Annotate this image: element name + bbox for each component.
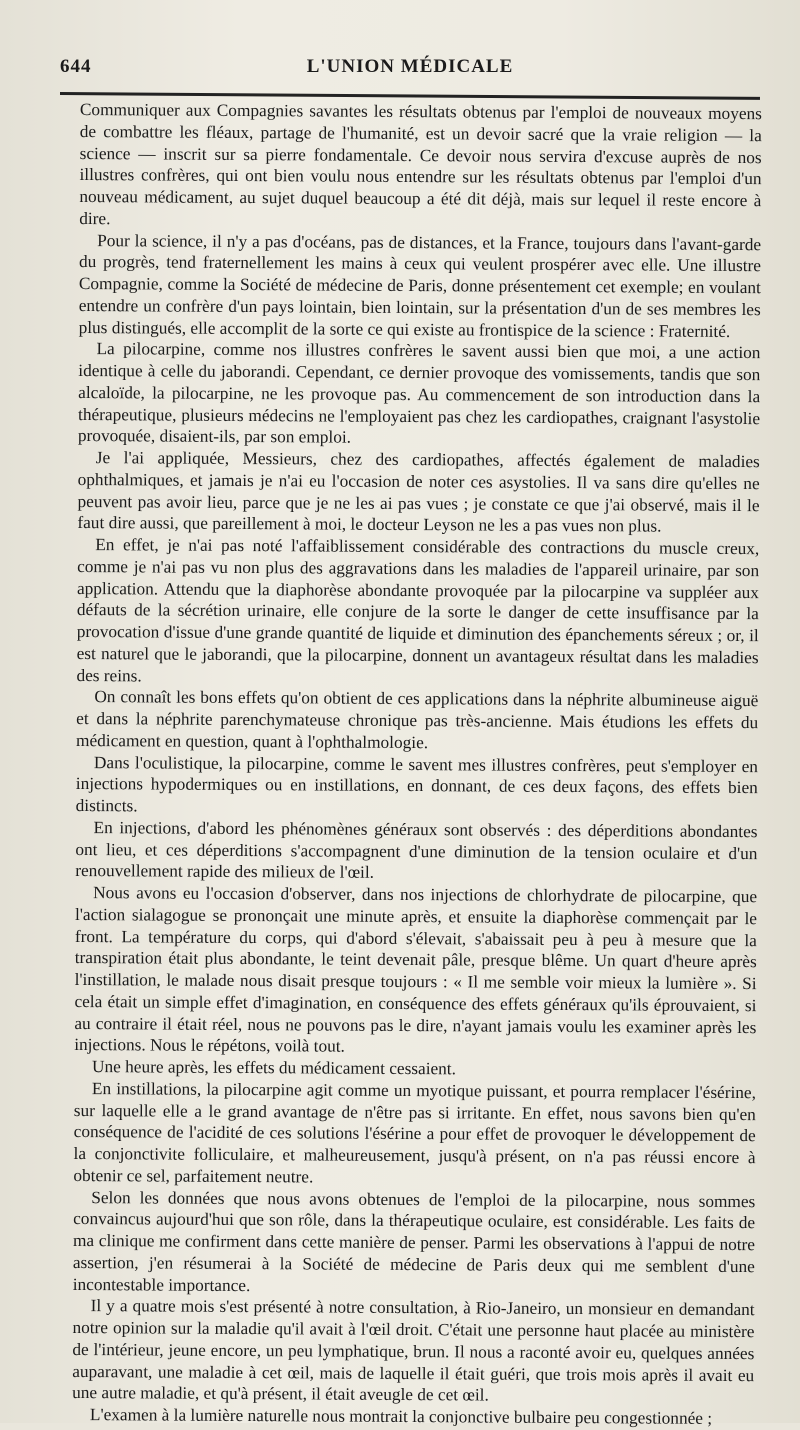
paragraph: Il y a quatre mois s'est présenté à notre consultation, à Rio-Janeiro, un monsieur en demandant notre opinion sur la maladie qu'il avait à l'œil droit. C'était une personne haut placée au ministère de l'intérieur, jeune encore, un peu lymphatique, brun. Il nous a raconté avoir eu, quelques années auparavant, une maladie à cet œil, mais de laquelle il était guéri, que trois mois après il avait eu une autre maladie, et qu'à présent, il était aveugle de cet œil. [72, 1296, 755, 1405]
page-number: 644 [60, 56, 92, 77]
paragraph: Pour la science, il n'y a pas d'océans, pas de distances, et la France, toujours dans l'avant-garde du progrès, tend fraternellement les mains à ceux qui veulent prospérer avec elle. Une illustre Compagnie, comme la Société de médecine de Paris, donne présentement cet exemple; en voulant entendre un confrère d'un pays lointain, bien lointain, sur la présentation d'un de ses membres les plus distingués, elle accomplit de la sorte ce qui existe au frontispice de la science : Fraternité. [78, 230, 762, 341]
journal-title: L'UNION MÉDICALE [306, 56, 514, 77]
paragraph: L'examen à la lumière naturelle nous montrait la conjonctive bulbaire peu congestionnée ; [89, 1405, 713, 1428]
paragraph: La pilocarpine, comme nos illustres confrères le savent aussi bien que moi, a une action identique à celle du jaborandi. Cependant, ce dernier provoque des vomissements, tandis que son alcaloïde, la pilocarpine, ne les provoque pas. Au commencement de son introduction dans la thérapeutique, plusieurs médecins ne l'employaient pas chez les cardiopathes, craignant l'asystolie provoquée, disaient-ils, par son emploi. [77, 339, 761, 447]
paragraph: On connaît les bons effets qu'on obtient de ces applications dans la néphrite albumineuse aiguë et dans la néphrite parenchymateuse chronique pas très-ancienne. Mais étudions les effets du médicament en question, quant à l'ophthalmologie. [76, 687, 759, 752]
paragraph: Nous avons eu l'occasion d'observer, dans nos injections de chlorhydrate de pilocarpine, que l'action sialagogue se prononçait une minute après, et ensuite la diaphorèse commençait par le front. La température du corps, qui d'abord s'élevait, s'abaissait peu à peu à mesure que la transpiration était plus abondante, le teint devenait pâle, presque blême. Un quart d'heure après l'instillation, le malade nous disait presque toujours : « Il me semble voir mieux la lumière ». Si cela était un simple effet d'imagination, en conséquence des effets généraux qu'ils éprouvaient, si au contraire il était réel, nous ne pouvons pas le dire, n'ayant jamais voulu les examiner après les injections. Nous le répétons, voilà tout. [74, 883, 758, 1056]
paragraph: Je l'ai appliquée, Messieurs, chez des cardiopathes, affectés également de maladies ophthalmiques, et jamais je n'ai eu l'occasion de noter ces asystolies. Il va sans dire qu'elles ne peuvent pas avoir lieu, parce que je ne les ai pas vues ; je constate ce que j'ai observé, mais il le faut dire aussi, que pareillement à moi, le docteur Leyson ne les a pas vues non plus. [77, 448, 760, 536]
paragraph: Communiquer aux Compagnies savantes les résultats obtenus par l'emploi de nouveaux moyens de combattre les fléaux, partage de l'humanité, est un devoir sacré que la vraie religion — la science — inscrit sur sa pierre fondamentale. Ce devoir nous servira d'excuse auprès de nos illustres confrères, qui ont bien voulu nous entendre sur les résultats obtenus par l'emploi d'un nouveau médicament, au sujet duquel beaucoup a été dit déjà, mais sur lequel il reste encore à dire. [79, 99, 762, 228]
paragraph: Selon les données que nous avons obtenues de l'emploi de la pilocarpine, nous sommes convaincus aujourd'hui que son rôle, dans la thérapeutique oculaire, est considérable. Les faits de ma clinique me confirment dans cette manière de penser. Parmi les observations à l'appui de notre assertion, j'en résumerai à la Société de médecine de Paris deux qui me semblent d'une incontestable importance. [72, 1187, 756, 1295]
paragraph: Une heure après, les effets du médicament cessaient. [92, 1057, 457, 1079]
page-header [60, 56, 760, 84]
paragraph: En effet, je n'ai pas noté l'affaiblissement considérable des contractions du muscle creux, comme je n'ai pas vu non plus des aggravations dans les maladies de l'appareil urinaire, par son application. Attendu que la diaphorèse abondante provoquée par la pilocarpine va suppléer aux défauts de la sécrétion urinaire, elle conjure de la sorte le danger de cette insuffisance par la provocation d'issue d'une grande quantité de liquide et diminution des épanchements séreux ; or, il est naturel que le jaborandi, que la pilocarpine, donnent un avantageux résultat dans les maladies des reins. [76, 535, 760, 685]
paragraph: Dans l'oculistique, la pilocarpine, comme le savent mes illustres confrères, peut s'employer en injections hypodermiques ou en instillations, en donnant, de ces deux façons, des effets bien distincts. [75, 752, 758, 816]
paragraph: En instillations, la pilocarpine agit comme un myotique puissant, et pourra remplacer l'ésérine, sur laquelle elle a le grand avantage de n'être pas si irritante. En effet, nous savons bien qu'en conséquence de l'acidité de ces solutions l'ésérine a pour effet de provoquer le développement de la conjonctivite folliculaire, et malheureusement, jusqu'à présent, on n'a pas réussi encore à obtenir ce sel, parfaitement neutre. [73, 1078, 757, 1187]
article-body [72, 99, 762, 1430]
paragraph: En injections, d'abord les phénomènes généraux sont observés : des déperditions abondantes ont lieu, et ces déperditions s'accompagnent d'une diminution de la tension oculaire et d'un renouvellement rapide des milieux de l'œil. [75, 817, 758, 883]
